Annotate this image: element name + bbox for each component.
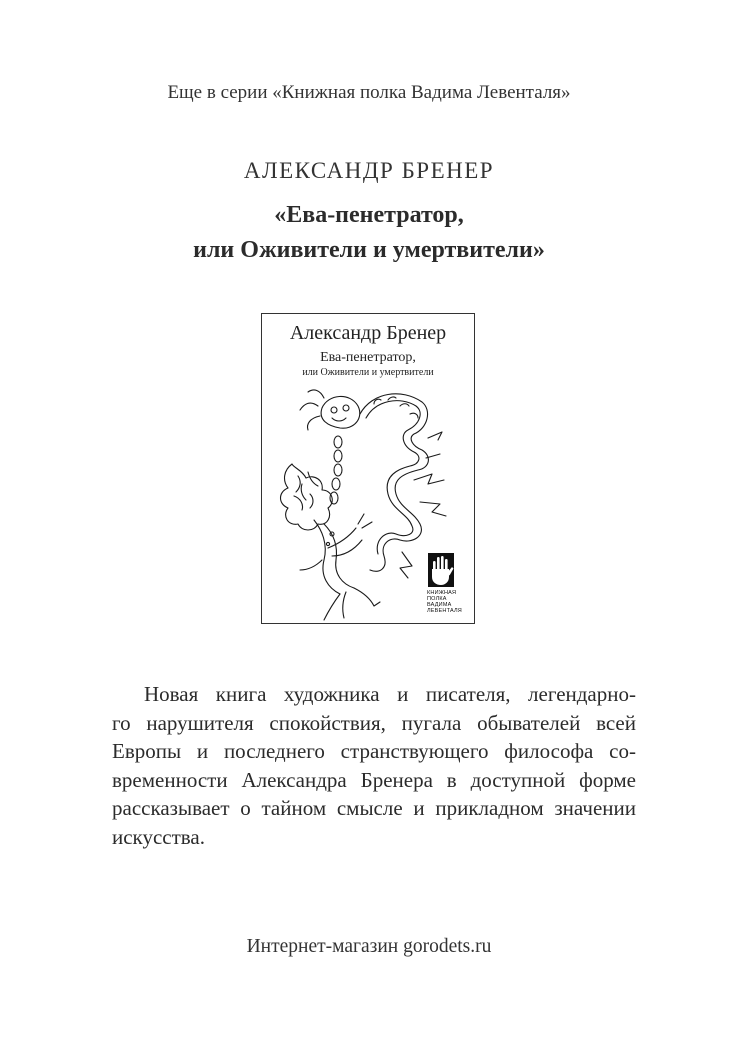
book-title-line-1: «Ева-пенетратор, (274, 202, 464, 228)
description-line: го нарушителя спокойствия, пугала обывателей всей (112, 710, 636, 735)
book-cover (261, 313, 475, 624)
logo-text-line: ПОЛКА (427, 596, 447, 602)
description-line: временности Александра Бренера в доступной форме (112, 767, 636, 792)
book-title (0, 198, 738, 268)
book-title-line-2: или Оживители и умертвители» (193, 237, 545, 263)
logo-text-line: ВАДИМА (427, 602, 452, 608)
description-line: Европы и последнего странствующего философа со- (112, 739, 636, 763)
description-line: Новая книга художника и писателя, легендарно- (144, 682, 636, 706)
cover-title-line-1: Ева-пенетратор, (320, 350, 416, 365)
cover-illustration (262, 384, 474, 624)
book-author: АЛЕКСАНДР БРЕНЕР (243, 158, 495, 183)
publisher-logo (428, 553, 454, 587)
hand-icon (428, 553, 454, 587)
description-line: рассказывает о тайном смысле и прикладном значении (112, 796, 636, 820)
logo-text-line: ЛЕВЕНТАЛЯ (427, 608, 462, 614)
logo-text-line: КНИЖНАЯ (427, 590, 457, 596)
cover-author: Александр Бренер (289, 322, 447, 344)
publisher-logo-text (427, 590, 473, 614)
description-line: искусства. (112, 824, 205, 849)
book-description (112, 680, 636, 851)
series-note: Еще в серии «Книжная полка Вадима Левенталя» (167, 82, 571, 103)
online-shop-note: Интернет-магазин gorodets.ru (246, 936, 492, 957)
cover-title-line-2: или Оживители и умертвители (302, 367, 434, 378)
